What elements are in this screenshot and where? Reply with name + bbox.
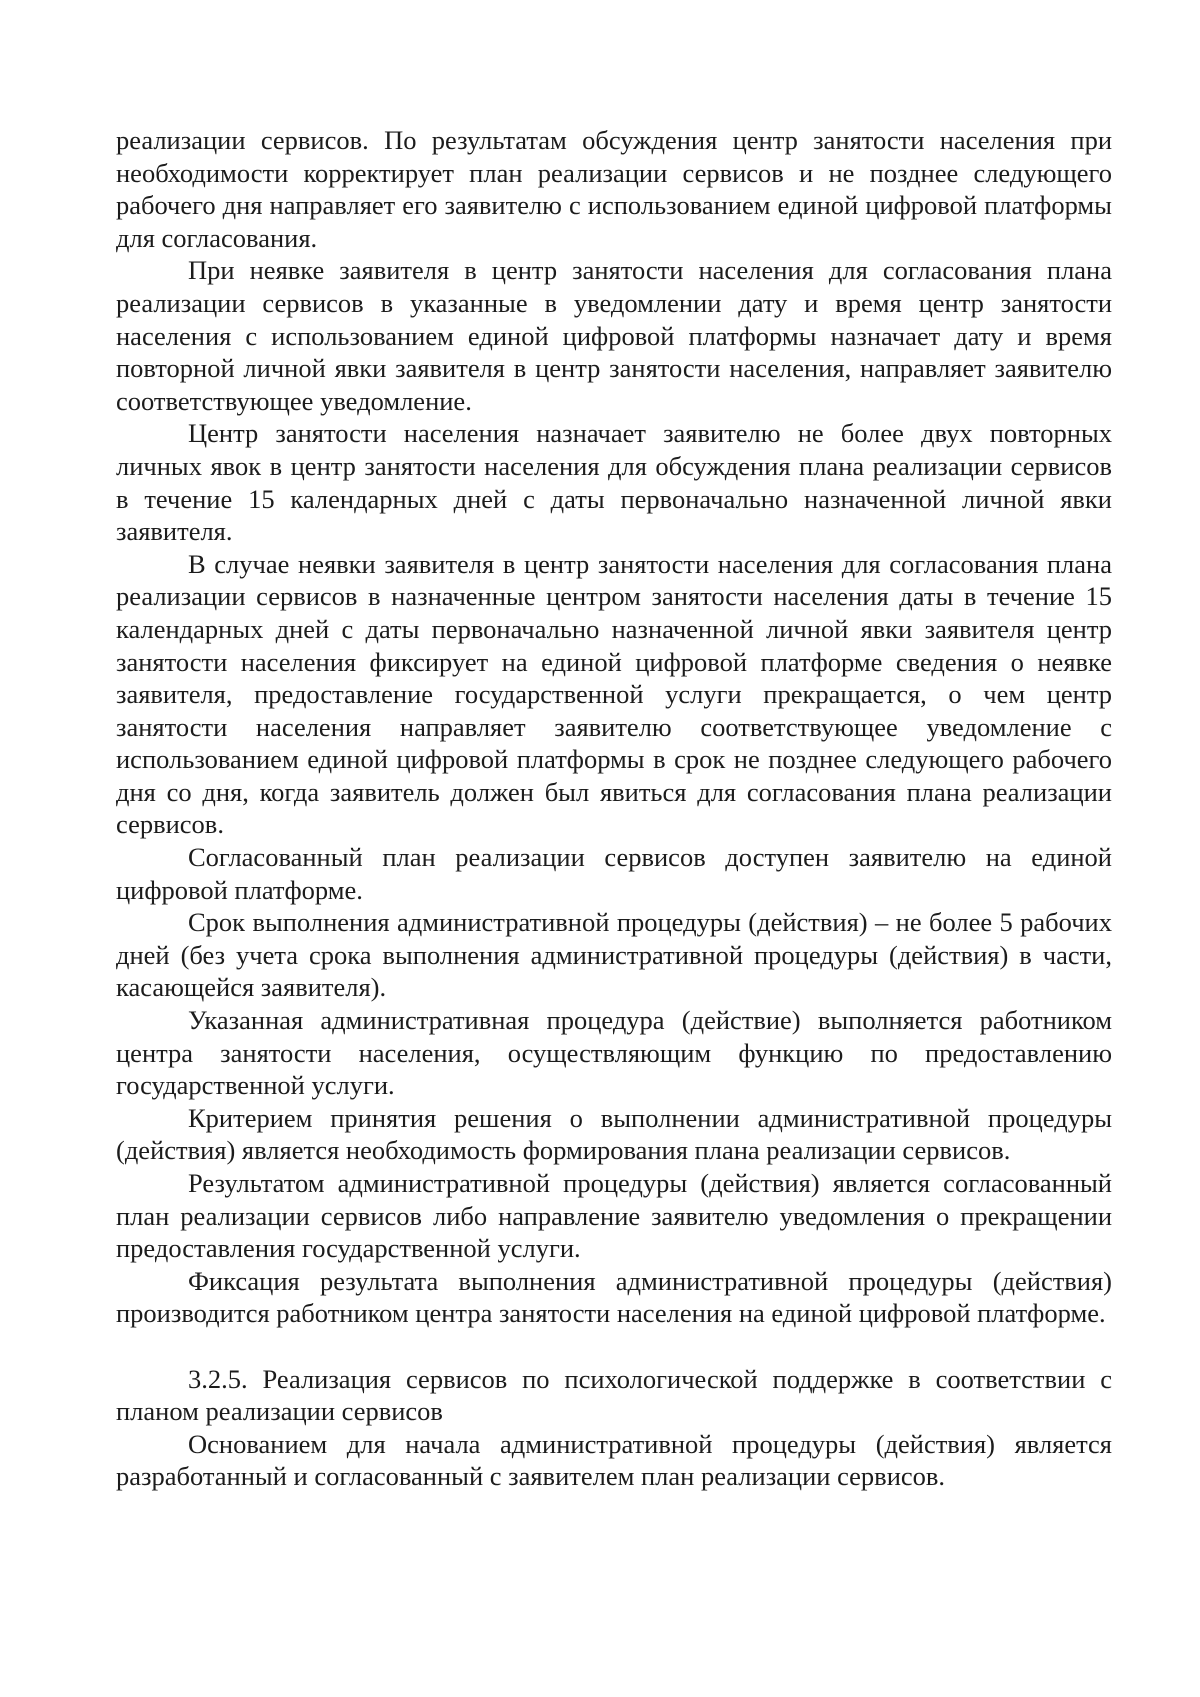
- paragraph-procedure-result: Результатом административной процедуры (действия) является согласованный план реализации сервисов либо направление заявителю уведомления о прекращении предоставления государственной услуги.: [116, 1168, 1112, 1264]
- paragraph-plan-availability: Согласованный план реализации сервисов доступен заявителю на единой цифровой платформе.: [116, 842, 1112, 905]
- paragraph-no-show-rescheduling: При неявке заявителя в центр занятости населения для согласования плана реализации сервисов в указанные в уведомлении дату и время центр занятости населения с использованием единой цифровой платформы назначает дату и время повторной личной явки заявителя в центр занятости населения, направляет заявителю соответствующее уведомление.: [116, 255, 1112, 416]
- section-heading: 3.2.5. Реализация сервисов по психологической поддержке в соответствии с планом реализации сервисов: [116, 1363, 1112, 1427]
- paragraph-repeat-visits-limit: Центр занятости населения назначает заявителю не более двух повторных личных явок в центр занятости населения для обсуждения плана реализации сервисов в течение 15 календарных дней с даты первоначально назначенной личной явки заявителя.: [116, 418, 1112, 547]
- paragraph-decision-criterion: Критерием принятия решения о выполнении административной процедуры (действия) является необходимость формирования плана реализации сервисов.: [116, 1102, 1112, 1166]
- paragraph-continuation: реализации сервисов. По результатам обсуждения центр занятости населения при необходимости корректирует план реализации сервисов и не позднее следующего рабочего дня направляет его заявителю с использованием единой цифровой платформы для согласования.: [116, 125, 1112, 253]
- paragraph-spacer: [116, 1330, 1112, 1363]
- paragraph-procedure-basis: Основанием для начала административной процедуры (действия) является разработанный и согласованный с заявителем план реализации сервисов.: [116, 1428, 1112, 1492]
- document-page: [116, 124, 1112, 1493]
- paragraph-no-show-termination: В случае неявки заявителя в центр занятости населения для согласования плана реализации сервисов в назначенные центром занятости населения даты в течение 15 календарных дней с даты первоначально назначенной личной явки заявителя центр занятости населения фиксирует на единой цифровой платформе сведения о неявке заявителя, предоставление государственной услуги прекращается, о чем центр занятости населения направляет заявителю соответствующее уведомление с использованием единой цифровой платформы в срок не позднее следующего рабочего дня со дня, когда заявитель должен был явиться для согласования плана реализации сервисов.: [116, 548, 1112, 840]
- paragraph-result-recording: Фиксация результата выполнения административной процедуры (действия) производится работником центра занятости населения на единой цифровой платформе.: [116, 1265, 1112, 1329]
- paragraph-deadline: Срок выполнения административной процедуры (действия) – не более 5 рабочих дней (без учета срока выполнения административной процедуры (действия) в части, касающейся заявителя).: [116, 907, 1112, 1003]
- paragraph-responsible-employee: Указанная административная процедура (действие) выполняется работником центра занятости населения, осуществляющим функцию по предоставлению государственной услуги.: [116, 1005, 1112, 1101]
